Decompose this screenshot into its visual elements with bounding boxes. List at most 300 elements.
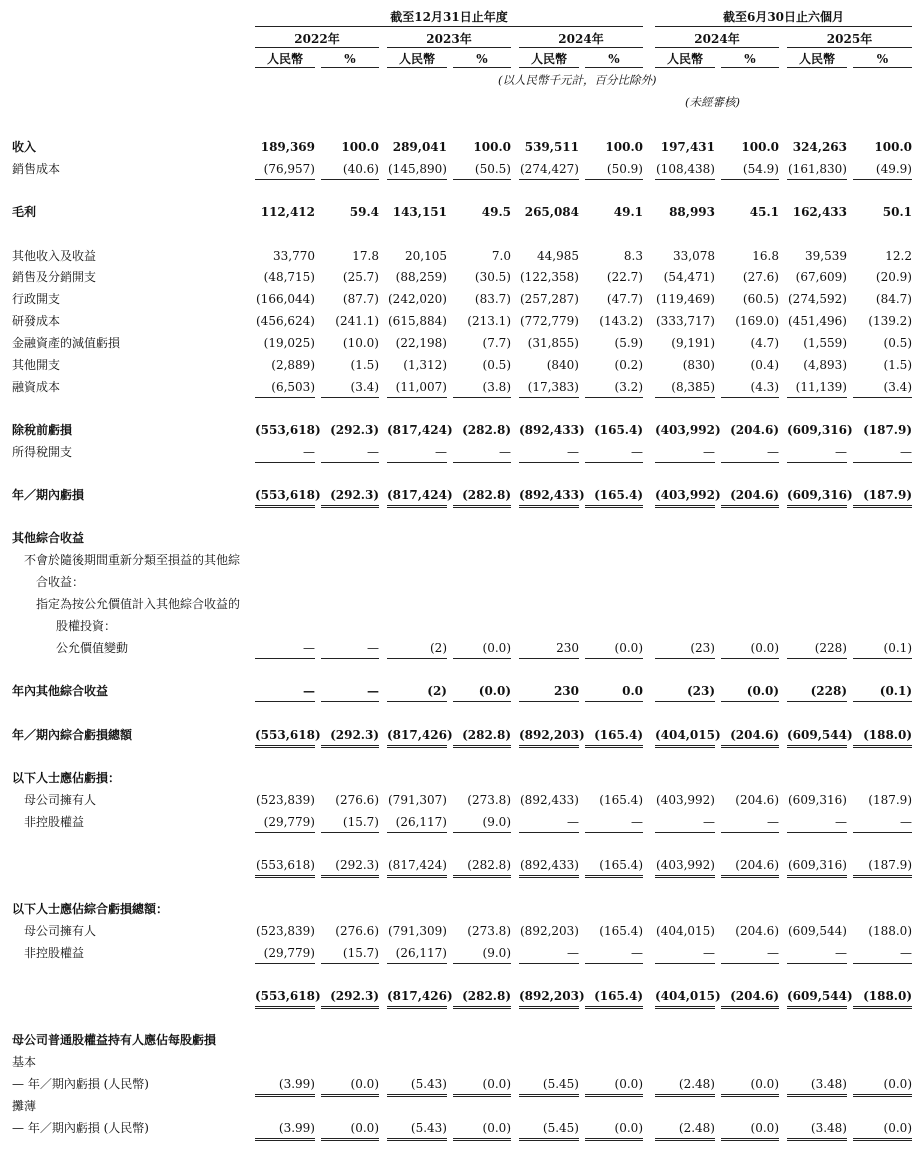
percent-cell: (292.3) [330,423,379,437]
row-revenue [0,136,924,158]
percent-cell: (1.5) [350,358,379,372]
row-gross-profit [0,201,924,223]
amount-cell: (29,779) [255,942,315,964]
amount-cell: (817,424) [387,484,447,508]
amount-cell: (145,890) [387,158,447,180]
amount-cell: (791,307) [388,793,447,807]
percent-cell: (165.4) [585,484,643,508]
percent-cell: (187.9) [853,854,912,878]
row-finance-costs [0,376,924,398]
percent-cell: (0.0) [585,637,643,659]
amount-cell: — [519,441,579,463]
amount-cell: (2.48) [655,1117,715,1141]
percent-cell: (169.0) [735,314,779,328]
amount-cell: (892,433) [519,423,585,437]
percent-cell: (0.5) [482,358,511,372]
row-tcl-total [0,985,924,1007]
amount-cell: (892,203) [519,985,579,1009]
percent-cell: (276.6) [335,793,379,807]
amount-cell: (615,884) [388,314,447,328]
percent-cell: (165.4) [599,793,643,807]
percent-cell: 49.5 [481,205,511,219]
amount-cell: — [655,811,715,833]
percent-cell: (4.3) [721,376,779,398]
percent-cell: (10.0) [342,336,379,350]
amount-cell: (11,007) [387,376,447,398]
amount-cell: (892,203) [519,724,579,748]
col-header-rmb-2: 人民幣 [519,51,579,68]
row-label: — 年／期內虧損 (人民幣) [12,1077,149,1091]
row-eps-diluted [0,1117,924,1139]
amount-cell: (3.48) [787,1117,847,1141]
row-selling-expenses [0,266,924,288]
amount-cell: (403,992) [656,793,715,807]
amount-cell: 33,770 [273,249,315,263]
amount-cell: (48,715) [263,270,315,284]
amount-cell: (451,496) [788,314,847,328]
year-rule-2025-hy [787,47,912,48]
row-label: 攤薄 [12,1099,37,1113]
percent-cell: (165.4) [594,423,643,437]
percent-cell: (292.3) [321,484,379,508]
row-label: 收入 [12,140,37,154]
year-rule-2024-hy [655,47,779,48]
amount-cell: (242,020) [388,292,447,306]
amount-cell: (9,191) [671,336,715,350]
percent-cell: (187.9) [863,423,912,437]
row-label: 指定為按公允價值計入其他綜合收益的 [36,597,241,611]
col-header-rmb-0: 人民幣 [255,51,315,68]
amount-cell: (609,544) [788,924,847,938]
percent-cell: (188.0) [853,985,912,1009]
row-eps-diluted-label [0,1095,924,1117]
amount-cell: — [787,811,847,833]
percent-cell: — [453,441,511,463]
amount-cell: 20,105 [405,249,447,263]
row-attributable-tcl-heading [0,898,924,920]
row-total-comprehensive-loss [0,724,924,746]
percent-cell: (9.0) [453,942,511,964]
percent-cell: (3.8) [453,376,511,398]
percent-cell: (165.4) [585,854,643,878]
percent-cell: 49.1 [613,205,643,219]
row-rd-costs [0,310,924,332]
amount-cell: (817,424) [387,854,447,878]
amount-cell: (76,957) [255,158,315,180]
amount-cell: (4,893) [803,358,847,372]
percent-cell: — [321,441,379,463]
amount-cell: (830) [682,358,715,372]
amount-cell: (553,618) [255,724,315,748]
row-label: 年／期內綜合虧損總額 [12,728,133,742]
percent-cell: (0.0) [721,680,779,702]
amount-cell: (67,609) [795,270,847,284]
row-label: 年／期內虧損 [12,488,85,502]
percent-cell: (0.2) [614,358,643,372]
percent-cell: (292.3) [321,985,379,1009]
percent-cell: (188.0) [853,724,912,748]
percent-cell: (204.6) [735,793,779,807]
amount-cell: (772,779) [520,314,579,328]
percent-cell: (0.0) [853,1117,912,1141]
amount-cell: (523,839) [256,793,315,807]
percent-cell: (282.8) [453,985,511,1009]
row-label: 以下人士應佔虧損： [12,771,121,785]
percent-cell: (0.0) [721,637,779,659]
percent-cell: (282.8) [462,423,511,437]
percent-cell: (0.0) [853,1073,912,1097]
percent-cell: (30.5) [474,270,511,284]
row-label: 除稅前虧損 [12,423,73,437]
amount-cell: (3.48) [787,1073,847,1097]
amount-cell: (817,426) [387,985,447,1009]
amount-cell: (553,618) [255,423,321,437]
percent-cell: (1.5) [883,358,912,372]
amount-cell: — [387,441,447,463]
percent-cell: 7.0 [491,249,511,263]
amount-cell: (5.45) [519,1117,579,1141]
row-label: 母公司擁有人 [24,793,97,807]
amount-cell: 143,151 [392,205,447,219]
row-label: 銷售及分銷開支 [12,270,97,284]
percent-cell: (4.7) [750,336,779,350]
amount-cell: (403,992) [655,854,715,878]
percent-cell: (22.7) [606,270,643,284]
amount-cell: 88,993 [669,205,715,219]
amount-cell: (228) [787,680,847,702]
percent-cell: (3.2) [585,376,643,398]
percent-cell: (0.0) [321,1073,379,1097]
unit-note: (以人民幣千元計，百分比除外) [498,73,657,87]
amount-cell: (11,139) [787,376,847,398]
amount-cell: 230 [519,680,579,702]
amount-cell: (166,044) [256,292,315,306]
amount-cell: (1,312) [403,358,447,372]
amount-cell: — [787,441,847,463]
percent-cell: (27.6) [742,270,779,284]
amount-cell: 44,985 [537,249,579,263]
percent-cell: (7.7) [482,336,511,350]
percent-cell: (0.0) [453,1073,511,1097]
percent-cell: (204.6) [721,854,779,878]
percent-cell: (165.4) [585,985,643,1009]
amount-cell: (122,358) [520,270,579,284]
amount-cell: (23) [655,637,715,659]
col-header-pct-2: % [585,51,643,68]
row-other-income [0,245,924,267]
year-rule-2024 [519,47,643,48]
percent-cell: (0.1) [853,680,912,702]
amount-cell: (840) [546,358,579,372]
amount-cell: (523,839) [256,924,315,938]
percent-cell: (3.4) [853,376,912,398]
percent-cell: (0.0) [321,1117,379,1141]
percent-cell: (15.7) [321,811,379,833]
percent-cell: (0.5) [883,336,912,350]
percent-cell: (15.7) [321,942,379,964]
percent-cell: (0.1) [853,637,912,659]
percent-cell: — [321,637,379,659]
amount-cell: (553,618) [255,484,315,508]
col-header-rmb-3: 人民幣 [655,51,715,68]
percent-cell: 8.3 [623,249,643,263]
period-header-fy-rule [255,26,643,27]
amount-cell: (2) [387,680,447,702]
amount-cell: 162,433 [792,205,847,219]
row-equity-fvoci-2 [0,615,924,637]
row-income-tax [0,441,924,463]
row-label: 年內其他綜合收益 [12,684,109,698]
percent-cell: 100.0 [605,140,643,154]
percent-cell: (282.8) [453,484,511,508]
percent-cell: (187.9) [868,793,912,807]
percent-cell: — [585,811,643,833]
amount-cell: (31,855) [527,336,579,350]
percent-cell: 100.0 [341,140,379,154]
amount-cell: (1,559) [803,336,847,350]
amount-cell: (274,592) [788,292,847,306]
percent-cell: — [853,811,912,833]
percent-cell: (50.9) [585,158,643,180]
percent-cell: (292.3) [321,854,379,878]
period-header-hy-rule [655,26,912,27]
amount-cell: (404,015) [655,985,715,1009]
row-label: 股權投資： [56,619,117,633]
year-header-2024: 2024年 [558,32,604,46]
amount-cell: (22,198) [395,336,447,350]
percent-cell: 100.0 [874,140,912,154]
amount-cell: — [255,637,315,659]
percent-cell: (0.0) [453,1117,511,1141]
amount-cell: (892,433) [520,793,579,807]
amount-cell: (892,203) [520,924,579,938]
amount-cell: 265,084 [524,205,579,219]
year-header-2023: 2023年 [426,32,472,46]
percent-cell: (273.8) [467,924,511,938]
amount-cell: 289,041 [392,140,447,154]
amount-cell: (161,830) [787,158,847,180]
row-owners-parent [0,789,924,811]
percent-cell: (165.4) [599,924,643,938]
amount-cell: (88,259) [395,270,447,284]
percent-cell: (49.9) [853,158,912,180]
percent-cell: 100.0 [741,140,779,154]
percent-cell: 59.4 [349,205,379,219]
row-label: 公允價值變動 [56,641,129,655]
percent-cell: (3.4) [321,376,379,398]
percent-cell: (9.0) [453,811,511,833]
amount-cell: (5.43) [387,1073,447,1097]
row-oci-not-reclass-2 [0,571,924,593]
percent-cell: — [321,680,379,702]
amount-cell: (19,025) [263,336,315,350]
percent-cell: (204.6) [721,484,779,508]
percent-cell: (0.0) [453,680,511,702]
amount-cell: (892,433) [519,484,579,508]
unaudited-note: (未經審核) [685,95,740,109]
amount-cell: (5.43) [387,1117,447,1141]
amount-cell: (54,471) [663,270,715,284]
amount-cell: (404,015) [655,724,715,748]
row-label: 基本 [12,1055,37,1069]
row-label: 毛利 [12,205,37,219]
amount-cell: 197,431 [660,140,715,154]
percent-cell: (165.4) [585,724,643,748]
row-label: 所得稅開支 [12,445,73,459]
amount-cell: (403,992) [655,484,715,508]
row-other-expenses [0,354,924,376]
row-impairment [0,332,924,354]
row-tcl-nci [0,942,924,964]
year-header-2024-hy: 2024年 [694,32,740,46]
row-label: 研發成本 [12,314,61,328]
amount-cell: — [655,441,715,463]
row-label: 合收益： [36,575,85,589]
amount-cell: (2,889) [271,358,315,372]
amount-cell: (609,544) [787,985,847,1009]
row-admin-expenses [0,288,924,310]
amount-cell: (2) [387,637,447,659]
amount-cell: (403,992) [655,423,721,437]
col-header-pct-0: % [321,51,379,68]
amount-cell: — [255,441,315,463]
percent-cell: — [585,441,643,463]
amount-cell: (817,426) [387,724,447,748]
percent-cell: (213.1) [467,314,511,328]
amount-cell: (8,385) [655,376,715,398]
amount-cell: — [519,942,579,964]
col-header-pct-3: % [721,51,779,68]
percent-cell: (292.3) [321,724,379,748]
percent-cell: (241.1) [335,314,379,328]
row-label: 銷售成本 [12,162,61,176]
percent-cell: (282.8) [453,724,511,748]
percent-cell: 100.0 [473,140,511,154]
percent-cell: (50.5) [453,158,511,180]
percent-cell: (0.4) [750,358,779,372]
percent-cell: (0.0) [585,1117,643,1141]
col-header-rmb-1: 人民幣 [387,51,447,68]
amount-cell: 33,078 [673,249,715,263]
amount-cell: 112,412 [260,205,315,219]
amount-cell: (553,618) [255,985,315,1009]
percent-cell: (84.7) [875,292,912,306]
row-equity-fvoci-1 [0,593,924,615]
percent-cell: (273.8) [467,793,511,807]
amount-cell: (791,309) [388,924,447,938]
row-label: 非控股權益 [24,946,85,960]
percent-cell: (20.9) [875,270,912,284]
amount-cell: (5.45) [519,1073,579,1097]
amount-cell: 324,263 [792,140,847,154]
percent-cell: (204.6) [721,985,779,1009]
percent-cell: (60.5) [742,292,779,306]
amount-cell: 539,511 [524,140,579,154]
amount-cell: 230 [519,637,579,659]
percent-cell: (188.0) [868,924,912,938]
row-oci-heading [0,527,924,549]
amount-cell: (404,015) [656,924,715,938]
amount-cell: — [255,680,315,702]
percent-cell: (204.6) [735,924,779,938]
amount-cell: (3.99) [255,1117,315,1141]
percent-cell: (143.2) [599,314,643,328]
amount-cell: (228) [787,637,847,659]
percent-cell: (204.6) [721,724,779,748]
percent-cell: (47.7) [606,292,643,306]
amount-cell: (553,618) [255,854,315,878]
amount-cell: (23) [655,680,715,702]
percent-cell: — [853,441,912,463]
row-tcl-owners-parent [0,920,924,942]
percent-cell: 50.1 [882,205,912,219]
amount-cell: (817,424) [387,423,453,437]
amount-cell: (2.48) [655,1073,715,1097]
amount-cell: (29,779) [255,811,315,833]
row-label: 其他收入及收益 [12,249,97,263]
col-header-pct-4: % [853,51,912,68]
amount-cell: (456,624) [256,314,315,328]
percent-cell: (0.0) [721,1117,779,1141]
percent-cell: (83.7) [474,292,511,306]
row-cost-of-sales [0,158,924,180]
percent-cell: (40.6) [321,158,379,180]
row-loss-for-period [0,484,924,506]
amount-cell: (257,287) [520,292,579,306]
percent-cell: — [853,942,912,964]
row-oci-for-year [0,680,924,702]
percent-cell: (54.9) [721,158,779,180]
year-rule-2023 [387,47,511,48]
amount-cell: — [655,942,715,964]
row-label: 融資成本 [12,380,61,394]
percent-cell: (187.9) [853,484,912,508]
row-label: 不會於隨後期間重新分類至損益的其他綜 [24,553,241,567]
row-attributable-heading [0,767,924,789]
row-fair-value-change [0,637,924,659]
row-eps-basic-label [0,1051,924,1073]
percent-cell: 0.0 [585,680,643,702]
amount-cell: 189,369 [260,140,315,154]
percent-cell: (87.7) [342,292,379,306]
amount-cell: (26,117) [387,811,447,833]
amount-cell: — [519,811,579,833]
row-label: 其他開支 [12,358,61,372]
percent-cell: (0.0) [585,1073,643,1097]
amount-cell: (108,438) [655,158,715,180]
period-header-fy: 截至12月31日止年度 [390,10,508,24]
percent-cell: (276.6) [335,924,379,938]
year-rule-2022 [255,47,379,48]
percent-cell: (204.6) [730,423,779,437]
percent-cell: — [721,441,779,463]
percent-cell: (0.0) [453,637,511,659]
percent-cell: (5.9) [614,336,643,350]
percent-cell: 45.1 [749,205,779,219]
row-label: 母公司擁有人 [24,924,97,938]
amount-cell: (3.99) [255,1073,315,1097]
row-label: 金融資產的減值虧損 [12,336,121,350]
percent-cell: 16.8 [752,249,779,263]
amount-cell: (609,316) [787,854,847,878]
percent-cell: 12.2 [885,249,912,263]
amount-cell: (333,717) [656,314,715,328]
amount-cell: (17,383) [519,376,579,398]
row-label: 以下人士應佔綜合虧損總額： [12,902,169,916]
amount-cell: 39,539 [805,249,847,263]
amount-cell: (892,433) [519,854,579,878]
percent-cell: — [721,942,779,964]
